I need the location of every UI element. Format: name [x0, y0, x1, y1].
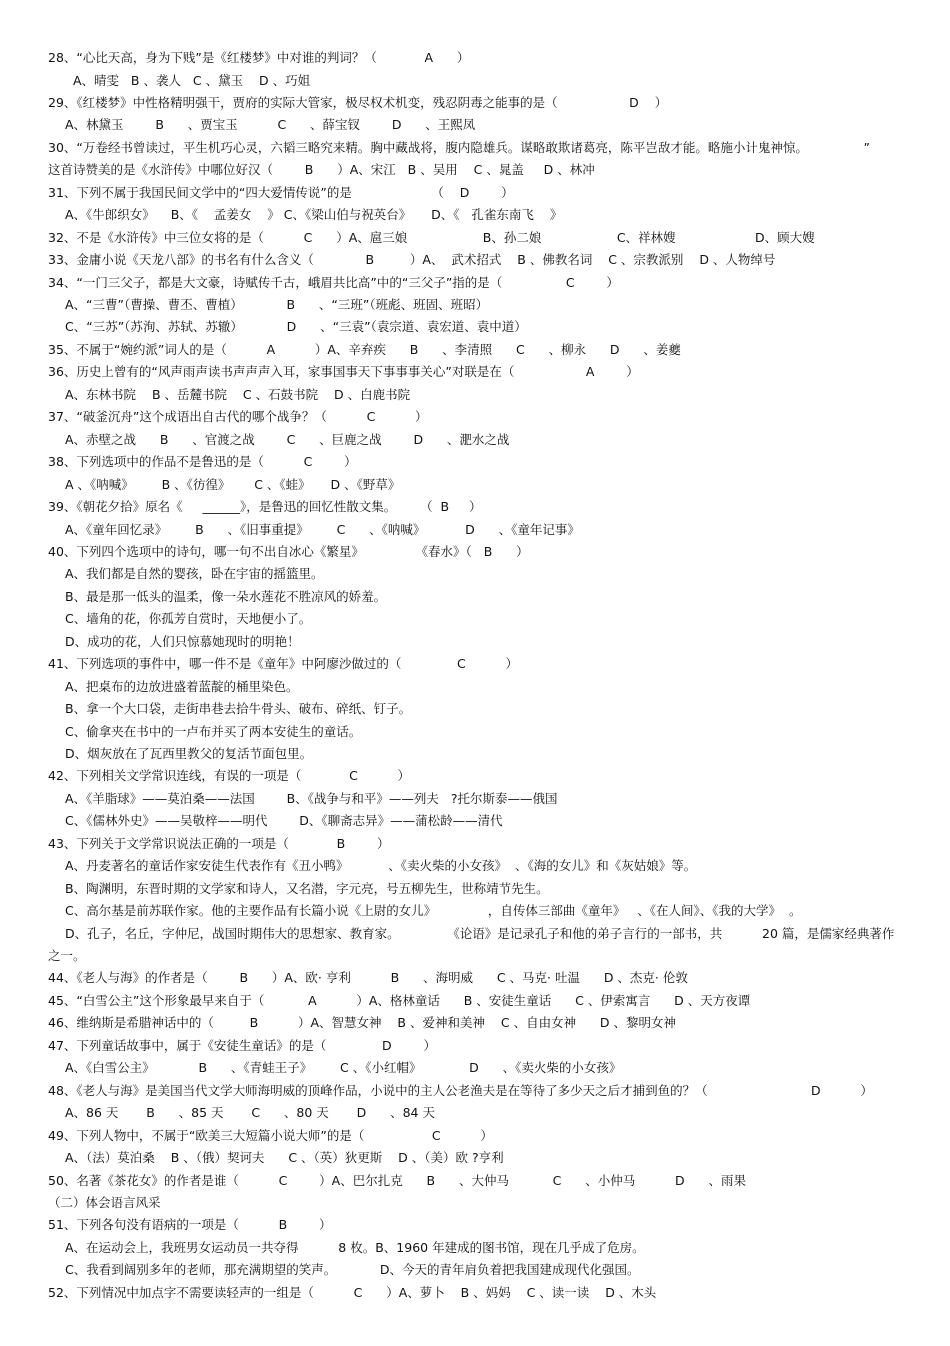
question-line: 39、《朝花夕拾》原名《 ______》，是鲁迅的回忆性散文集。 （ B ）: [48, 499, 482, 514]
question-line: 34、“一门三父子，都是大文豪，诗赋传千古，峨眉共比高”中的“三父子”指的是（ C ）: [48, 274, 619, 290]
option-line: D、烟灰放在了瓦西里教父的复活节面包里。: [65, 745, 313, 761]
option-line: A、《童年回忆录》 B 、《旧事重提》 C 、《呐喊》 D 、《童年记事》: [65, 521, 580, 537]
option-line: A、丹麦著名的童话作家安徒生代表作有《丑小鸭》 、《卖火柴的小女孩》 、《海的女儿》和《灰姑娘》等。: [65, 858, 697, 874]
option-line: C、“三苏”（苏洵、苏轼、苏辙） D 、“三袁”（袁宗道、袁宏道、袁中道）: [65, 319, 527, 335]
option-line: D、孔子，名丘，字仲尼，战国时期伟大的思想家、教育家。 《论语》是记录孔子和他的弟子言行的一部书，共 20 篇，是儒家经典著作: [65, 925, 895, 941]
continuation-line: 这首诗赞美的是《水浒传》中哪位好汉（ B ）A、宋江 B 、吴用 C 、晁盖 D 、林冲: [48, 162, 595, 178]
option-line: C、《儒林外史》——吴敬梓——明代 D、《聊斋志异》——蒲松龄——清代: [65, 813, 503, 829]
question-line: 36、历史上曾有的“风声雨声读书声声声入耳，家事国事天下事事事关心”对联是在（ A ）: [48, 364, 639, 380]
option-line: A、我们都是自然的婴孩，卧在宇宙的摇篮里。: [65, 566, 324, 582]
option-line: A、东林书院 B 、岳麓书院 C 、石鼓书院 D 、白鹿书院: [65, 386, 411, 402]
option-line: A、晴雯 B 、袭人 C 、黛玉 D 、巧姐: [65, 72, 311, 88]
question-line: 41、下列选项的事件中，哪一件不是《童年》中阿廖沙做过的（ C ）: [48, 656, 518, 672]
option-line: B、最是那一低头的温柔，像一朵水莲花不胜凉风的娇羞。: [65, 588, 387, 604]
option-line: C、高尔基是前苏联作家。他的主要作品有长篇小说《上尉的女儿》 ，自传体三部曲《童年》 、《在人间》、《我的大学》 。: [65, 903, 802, 919]
option-line: A、86 天 B 、85 天 C 、80 天 D 、84 天: [65, 1105, 435, 1121]
option-line: A 、《呐喊》 B 、《彷徨》 C 、《蛙》 D 、《野草》: [65, 476, 401, 492]
question-line: 42、下列相关文学常识连线，有误的一项是（ C ）: [48, 768, 411, 784]
option-line: C、我看到阔别多年的老师，那充满期望的笑声。 D、今天的青年肩负着把我国建成现代化强国。: [65, 1262, 640, 1278]
question-line: 31、下列不属于我国民间文学中的“四大爱情传说”的是 （ D ）: [48, 184, 514, 200]
question-line: 29、《红楼梦》中性格精明强干，贾府的实际大管家，极尽权术机变，残忍阴毒之能事的是（ D ）: [48, 94, 668, 110]
question-line: 45、“白雪公主”这个形象最早来自于（ A ）A、格林童话 B 、安徒生童话 C 、伊索寓言 D 、天方夜谭: [48, 992, 751, 1008]
option-line: A、赤壁之战 B 、官渡之战 C 、巨鹿之战 D 、淝水之战: [65, 431, 510, 447]
question-line: 48、《老人与海》是美国当代文学大师海明威的顶峰作品，小说中的主人公老渔夫是在等待了多少天之后才捕到鱼的？（ D ）: [48, 1082, 873, 1098]
option-line: A、林黛玉 B 、贾宝玉 C 、薛宝钗 D 、王熙凤: [65, 117, 476, 133]
question-line: 32、不是《水浒传》中三位女将的是（ C ）A、扈三娘 B、孙二娘 C、祥林嫂 D、顾大嫂: [48, 229, 815, 245]
option-line: A、《白雪公主》 B 、《青蛙王子》 C 、《小红帽》 D 、《卖火柴的小女孩》: [65, 1060, 622, 1076]
question-line: 33、金庸小说《天龙八部》的书名有什么含义（ B ）A、 武术招式 B 、佛教名词 C 、宗教派别 D 、人物绰号: [48, 252, 776, 267]
question-line: 46、维纳斯是希腊神话中的（ B ）A、智慧女神 B 、爱神和美神 C 、自由女神 D 、黎明女神: [48, 1015, 677, 1031]
option-line: A、在运动会上，我班男女运动员一共夺得 8 枚。B、1960 年建成的图书馆，现在几乎成了危房。: [65, 1239, 645, 1255]
question-line: 52、下列情况中加点字不需要读轻声的一组是（ C ）A、萝卜 B 、妈妈 C 、读一读 D 、木头: [48, 1284, 657, 1300]
question-line: 40、下列四个选项中的诗句，哪一句不出自冰心《繁星》 《春水》（ B ）: [48, 543, 529, 559]
option-line: A、“三曹”（曹操、曹丕、曹植） B 、“三班”（班彪、班固、班昭）: [65, 296, 489, 312]
question-line: 38、下列选项中的作品不是鲁迅的是（ C ）: [48, 454, 357, 470]
question-line: 47、下列童话故事中，属于《安徒生童话》的是（ D ）: [48, 1037, 436, 1053]
option-line: A、《牛郎织女》 B、《 孟姜女 》 C、《梁山伯与祝英台》 D、《 孔雀东南飞 》: [65, 207, 563, 223]
question-line: 50、名著《茶花女》的作者是谁（ C ）A、巴尔扎克 B 、大仲马 C 、小仲马 D 、雨果: [48, 1172, 746, 1188]
question-line: 51、下列各句没有语病的一项是（ B ）: [48, 1217, 332, 1233]
question-line: 35、不属于“婉约派”词人的是（ A ）A、辛弃疾 B 、李清照 C 、柳永 D 、姜夔: [48, 341, 681, 357]
option-line: A、把桌布的边放进盛着蓝靛的桶里染色。: [65, 678, 299, 694]
option-line: C、偷拿夹在书中的一卢布并买了两本安徒生的童话。: [65, 723, 362, 739]
question-line: 28、“心比天高，身为下贱”是《红楼梦》中对谁的判词？（ A ）: [48, 50, 470, 65]
option-line: B、拿一个大口袋，走街串巷去拾牛骨头、破布、碎纸、钉子。: [65, 701, 412, 716]
option-line: B、陶渊明，东晋时期的文学家和诗人，又名潜，字元亮，号五柳先生，世称靖节先生。: [65, 880, 549, 896]
option-line: A、《羊脂球》——莫泊桑——法国 B、《战争与和平》——列夫 ?托尔斯泰——俄国: [65, 790, 558, 806]
question-line: （二）体会语言风采: [48, 1195, 161, 1210]
question-line: 49、下列人物中，不属于“欧美三大短篇小说大师”的是（ C ）: [48, 1127, 493, 1143]
question-line: 44、《老人与海》的作者是（ B ）A、欧· 亨利 B 、海明威 C 、马克· 吐温 D 、杰克· 伦敦: [48, 970, 688, 986]
option-line: D、成功的花，人们只惊慕她现时的明艳！: [65, 633, 300, 649]
continuation-line: 之一。: [48, 948, 86, 963]
option-line: C、墙角的花，你孤芳自赏时，天地便小了。: [65, 611, 312, 627]
question-line: 37、“破釜沉舟”这个成语出自古代的哪个战争？（ C ）: [48, 409, 428, 425]
option-line: A、（法）莫泊桑 B 、（俄）契诃夫 C 、（英）狄更斯 D 、（美）欧 ?亨利: [65, 1150, 504, 1165]
question-line: 30、“万卷经书曾读过，平生机巧心灵，六韬三略究来精。胸中藏战将，腹内隐雄兵。谋略敢欺诸葛亮，陈平岂敌才能。略施小计鬼神惊。 ”: [48, 139, 870, 155]
question-line: 43、下列关于文学常识说法正确的一项是（ B ）: [48, 835, 390, 851]
